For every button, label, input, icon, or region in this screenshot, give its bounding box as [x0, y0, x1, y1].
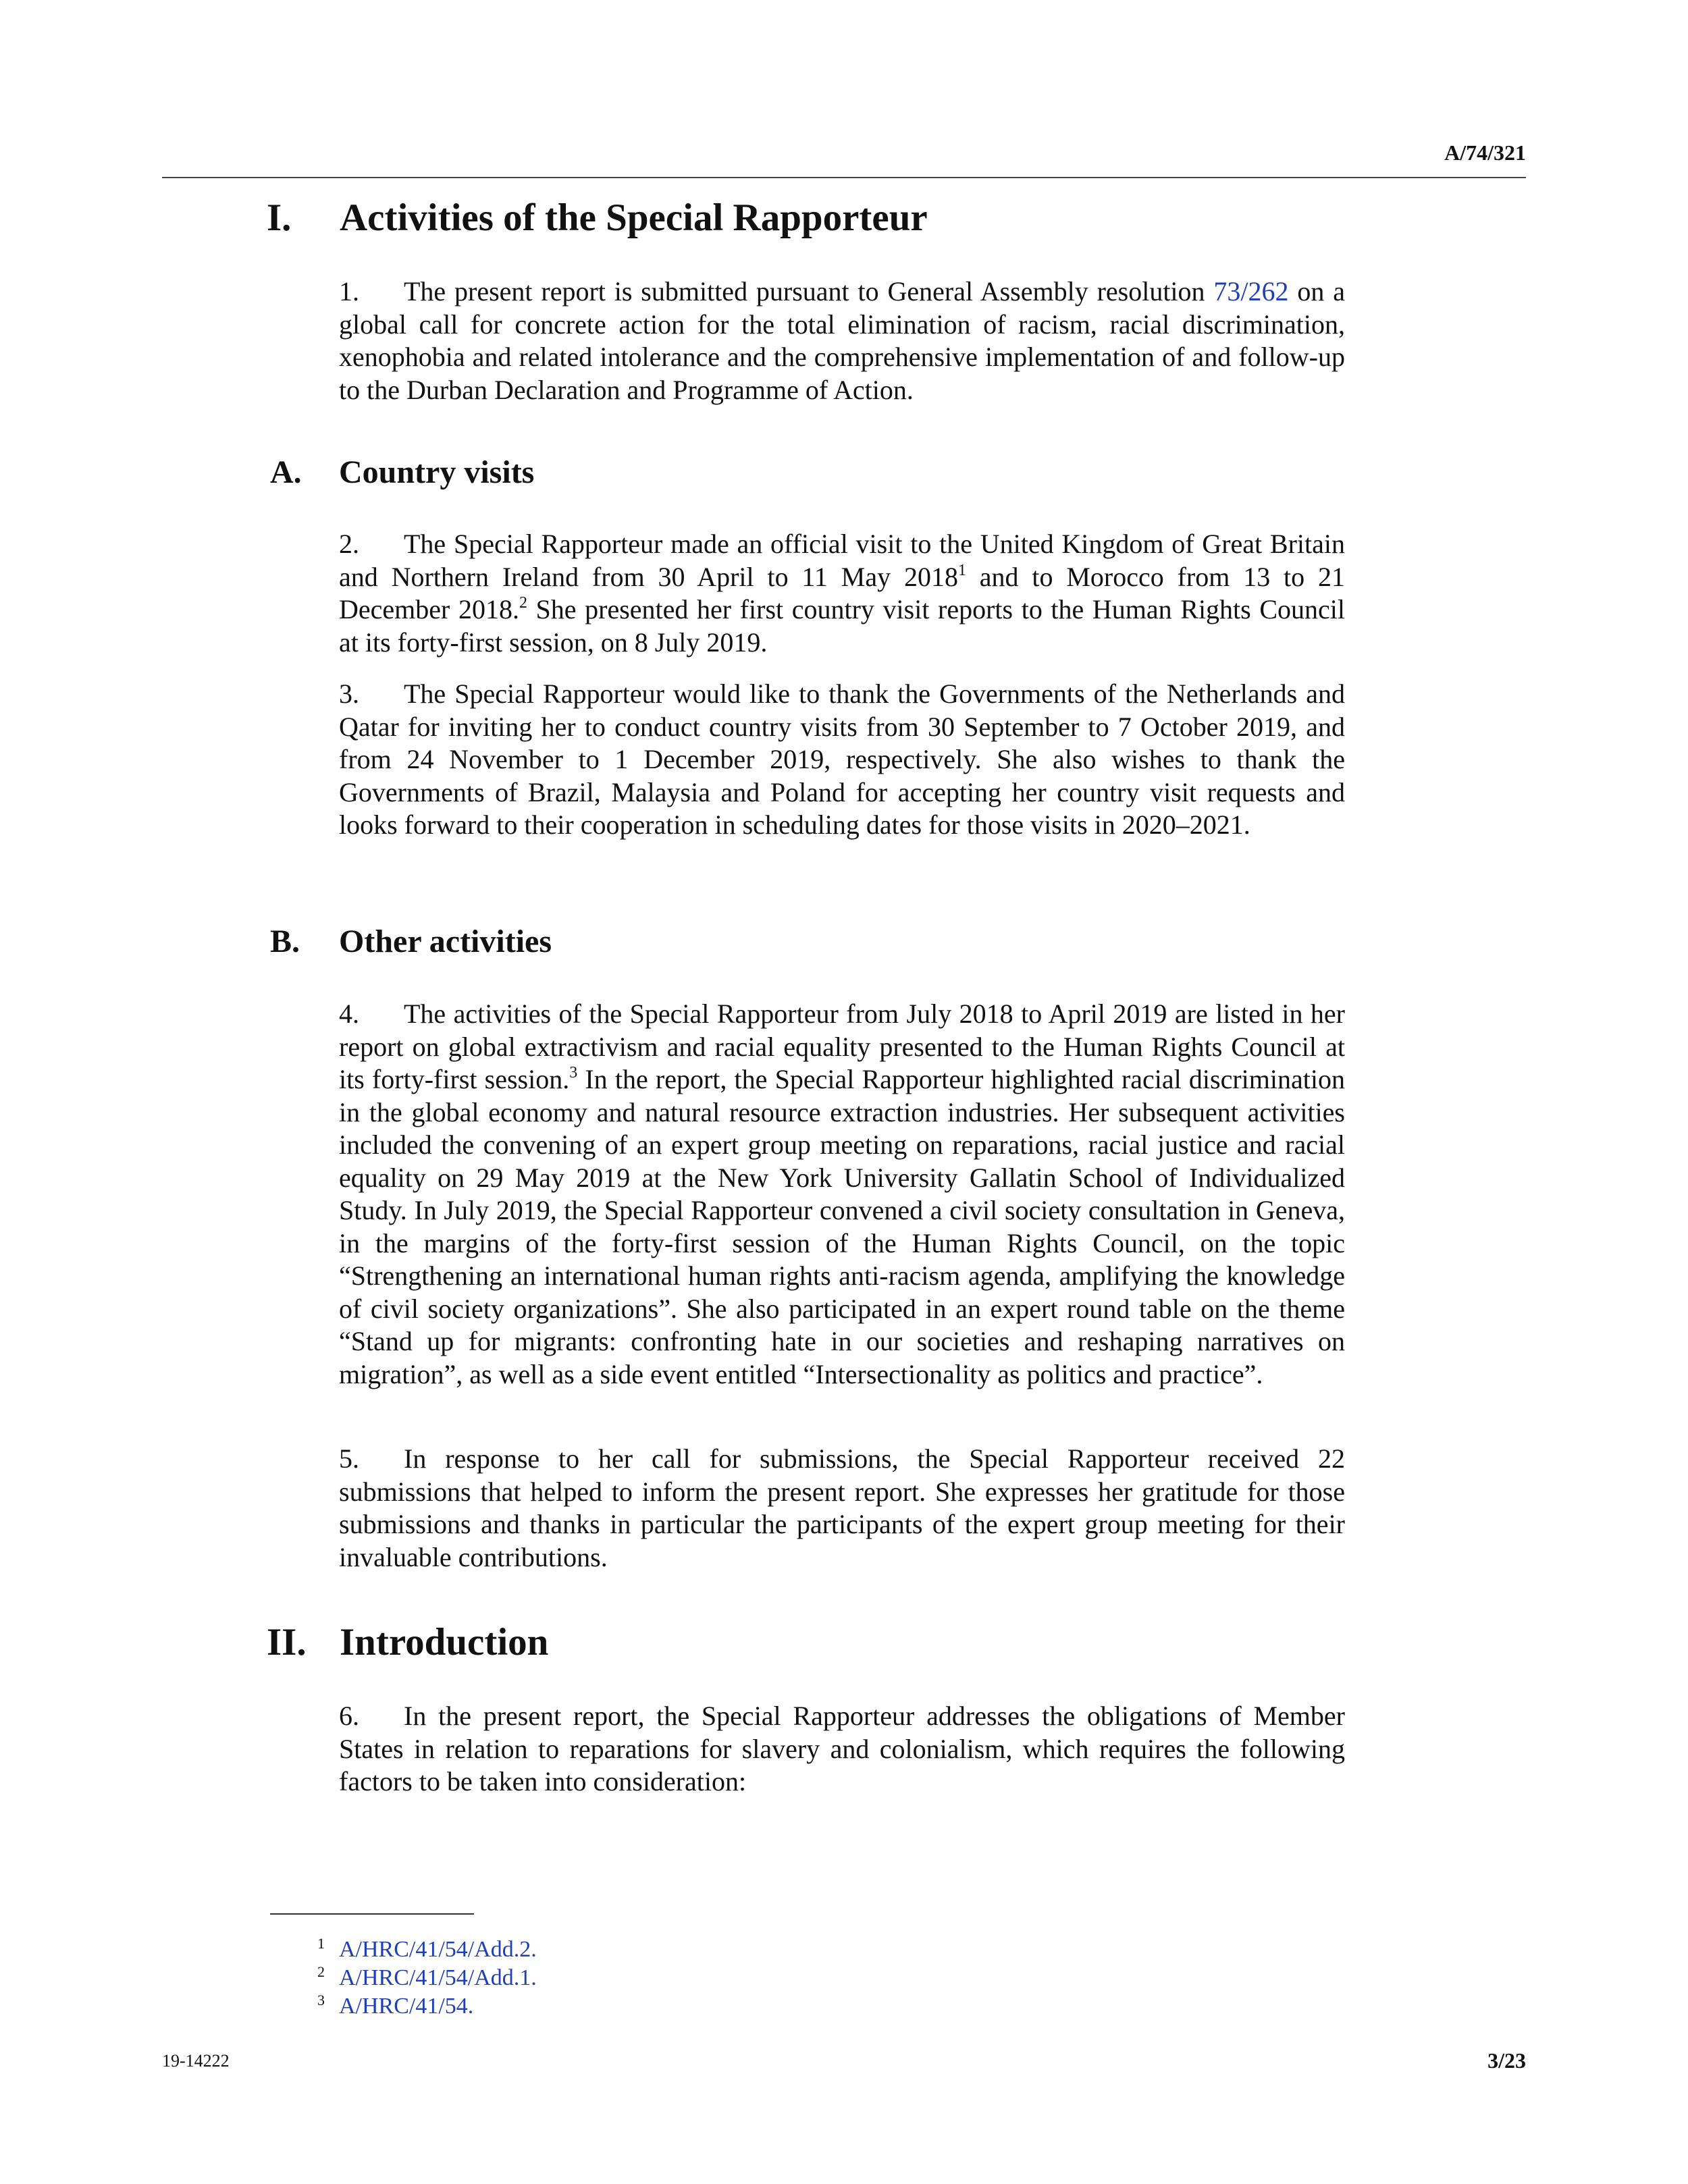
- subsection-title: Country visits: [339, 454, 535, 490]
- section-title: Introduction: [340, 1621, 549, 1663]
- subsection-letter: B.: [270, 924, 300, 959]
- paragraph-number: 5.: [339, 1443, 359, 1474]
- paragraph-5: [339, 1443, 1345, 1574]
- footnote-1: [317, 1935, 537, 1963]
- section-title: Activities of the Special Rapporteur: [340, 196, 928, 239]
- subsection-heading-other-activities: [270, 923, 552, 960]
- footnote-3: [317, 1992, 473, 2019]
- footnote-reference[interactable]: 1: [957, 561, 966, 579]
- section-heading-introduction: [267, 1620, 548, 1664]
- paragraph-6: [339, 1700, 1345, 1799]
- footnote-2: [317, 1963, 537, 1991]
- paragraph-text: In the present report, the Special Rapporteur addresses the obligations of Member States in relation to reparations for slavery and colonialism, which requires the following factors to be taken into consideration:: [339, 1701, 1345, 1796]
- footnote-reference[interactable]: 3: [569, 1064, 578, 1082]
- paragraph-text: and to Morocco from 13 to 21 December 2018.: [339, 561, 1345, 624]
- footnote-separator: [270, 1913, 474, 1915]
- subsection-heading-country-visits: [270, 454, 534, 491]
- paragraph-text: The present report is submitted pursuant to General Assembly resolution: [404, 276, 1214, 307]
- paragraph-text: The Special Rapporteur would like to thank the Governments of the Netherlands and Qatar for inviting her to conduct country visits from 30 September to 7 October 2019, and from 24 November to 1 December 2019, respectively. She also wishes to thank the Governments of Brazil, Malaysia and Poland for accepting her country visit requests and looks forward to their cooperation in scheduling dates for those visits in 2020–2021.: [339, 678, 1345, 840]
- paragraph-number: 6.: [339, 1701, 359, 1731]
- footnote-reference[interactable]: 2: [519, 594, 527, 612]
- paragraph-4: [339, 998, 1345, 1391]
- paragraph-text: The Special Rapporteur made an official visit to the United Kingdom of Great Britain and Northern Ireland from 30 April to 11 May 2018: [339, 529, 1345, 592]
- resolution-link[interactable]: 73/262: [1213, 276, 1289, 307]
- paragraph-text: In response to her call for submissions, the Special Rapporteur received 22 submissions that helped to inform the present report. She expresses her gratitude for those submissions and thanks in particular the participants of the expert group meeting for their invaluable contributions.: [339, 1443, 1345, 1572]
- paragraph-text: She presented her first country visit reports to the Human Rights Council at its forty-first session, on 8 July 2019.: [339, 594, 1345, 658]
- section-heading-activities: [267, 196, 928, 240]
- footnote-mark: 1: [317, 1935, 325, 1952]
- footnote-link[interactable]: A/HRC/41/54/Add.2.: [339, 1937, 537, 1962]
- section-number: II.: [267, 1621, 307, 1663]
- document-symbol: A/74/321: [1444, 140, 1526, 165]
- paragraph-text-continued: on a global call for concrete action for the total elimination of racism, racial discrimination, xenophobia and related intolerance and the comprehensive implementation of and follow-up to the Durban Declaration and Programme of Action.: [339, 276, 1345, 405]
- paragraph-text: In the report, the Special Rapporteur highlighted racial discrimination in the global economy and natural resource extraction industries. Her subsequent activities included the convening of an expert group meeting on reparations, racial justice and racial equality on 29 May 2019 at the New York University Gallatin School of Individualized Study. In July 2019, the Special Rapporteur convened a civil society consultation in Geneva, in the margins of the forty-first session of the Human Rights Council, on the topic “Strengthening an international human rights anti-racism agenda, amplifying the knowledge of civil society organizations”. She also participated in an expert round table on the theme “Stand up for migrants: confronting hate in our societies and reshaping narratives on migration”, as well as a side event entitled “Intersectionality as politics and practice”.: [339, 1064, 1346, 1389]
- footnote-link[interactable]: A/HRC/41/54.: [339, 1994, 474, 2019]
- paragraph-3: [339, 678, 1345, 842]
- paragraph-number: 2.: [339, 529, 359, 559]
- footnote-mark: 2: [317, 1963, 325, 1980]
- paragraph-number: 3.: [339, 678, 359, 709]
- paragraph-number: 4.: [339, 998, 359, 1029]
- paragraph-2: [339, 528, 1345, 659]
- section-number: I.: [267, 196, 292, 239]
- paragraph-number: 1.: [339, 276, 359, 307]
- subsection-title: Other activities: [339, 924, 552, 959]
- footnote-link[interactable]: A/HRC/41/54/Add.1.: [339, 1965, 537, 1990]
- subsection-letter: A.: [270, 454, 302, 490]
- header-rule: [162, 177, 1526, 178]
- paragraph-1: [339, 275, 1345, 406]
- page-number: 3/23: [1487, 2048, 1526, 2073]
- job-number: 19-14222: [162, 2051, 230, 2071]
- paragraph-text: The activities of the Special Rapporteur from July 2018 to April 2019 are listed in her report on global extractivism and racial equality presented to the Human Rights Council at its forty-first session.: [339, 998, 1345, 1094]
- footnote-mark: 3: [317, 1992, 325, 2008]
